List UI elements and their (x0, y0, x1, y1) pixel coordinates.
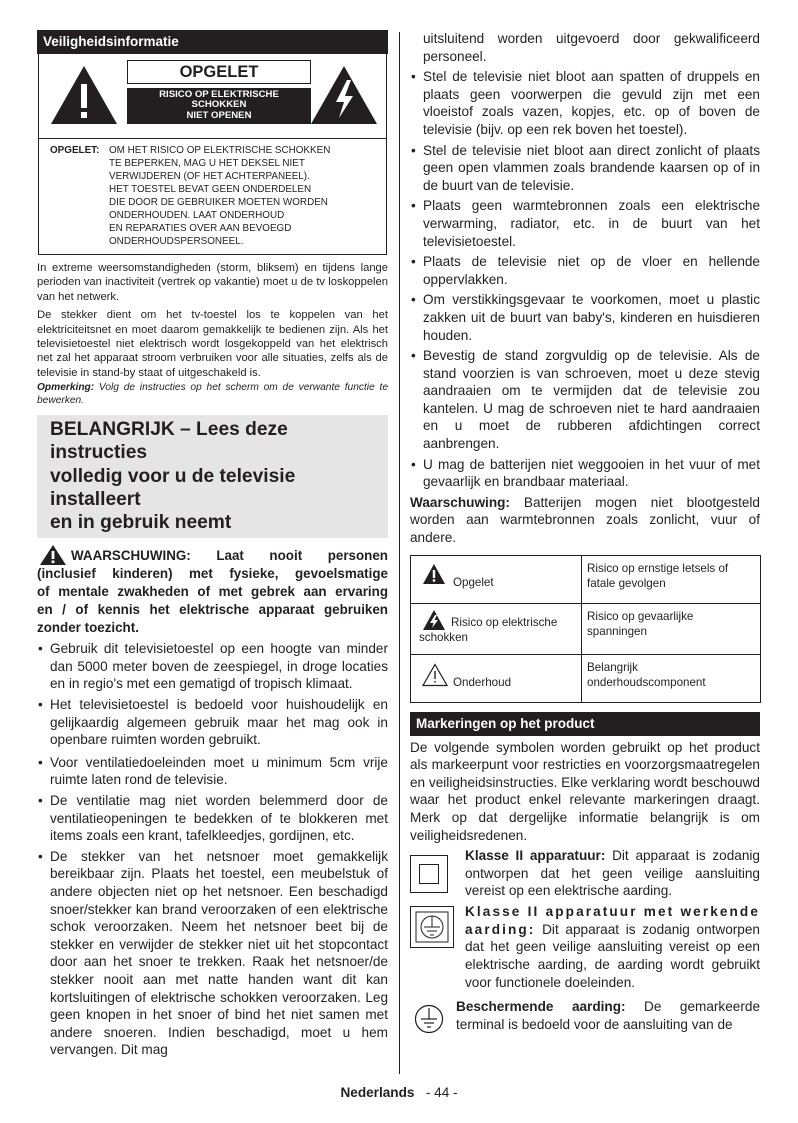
page-number: - 44 - (425, 1085, 458, 1100)
list-item: • De stekker van het netsnoer moet gemakkelijk bereikbaar zijn. Plaats het toestel, een meubelstuk of andere objecten niet op het netsnoer. Een beschadigd snoer/stekker kan brand veroorzaken of een elektrische schok veroorzaken. Neem het netsnoer beet bij de stekker en verwijder de stekker niet uit het stopcontact door aan het snoer te trekken. Raak het netsnoer/de stekker nooit aan met natte handen want dit kan kortsluitingen of elektrische schokken veroorzaken. Leg geen knopen in het snoer of bind het niet samen met andere snoeren. Indien beschadigd, moet u hem vervangen. Dit mag (38, 848, 388, 1058)
class2-functional-earth-entry: Klasse II apparatuur met werkende aarding: Dit apparaat is zodanig ontworpen dat het geen veilige aansluiting vereist op een elektrische aarding, de aarding wordt gebruikt voor functionele doeleinden. (410, 903, 760, 991)
warning-paragraph: WAARSCHUWING: Laat nooit personen (inclusief kinderen) met fysieke, gevoelsmatige of mentale zwakheden of met gebrek aan ervaring en / of kennis het elektrische apparaat gebruiken zonder toezicht. (37, 547, 388, 637)
safety-info-header: Veiligheidsinformatie (37, 30, 388, 54)
caution-icon (422, 563, 446, 585)
page-footer (0, 1085, 798, 1100)
note-paragraph: Opmerking: Volg de instructies op het scherm om de verwante functie te bewerken. (37, 382, 388, 407)
continuation-text: uitsluitend worden uitgevoerd door gekwalificeerd personeel. (423, 31, 760, 64)
table-row: Risico op elektrische schokken Risico op gevaarlijke spanningen (411, 603, 761, 654)
list-item: • Gebruik dit televisietoestel op een hoogte van minder dan 5000 meter boven de zeespiegel, in droge locaties en in regio's met een gematigd of tropisch klimaat. (38, 641, 388, 692)
column-divider (399, 32, 400, 1074)
functional-earth-icon (410, 906, 454, 948)
protective-earth-icon (414, 1004, 444, 1034)
plug-paragraph: De stekker dient om het tv-toestel los te koppelen van het elektriciteitsnet en moet daarom gemakkelijk te bedienen zijn. Als het televisietoestel niet elektrisch wordt losgekoppeld van het elektrisch net zal het apparaat stroom verbruiken voor alle situaties, zelfs als de televisie in stand-by staat of uitgeschakeld is. (37, 309, 388, 379)
maintenance-icon (422, 663, 448, 687)
storm-paragraph: In extreme weersomstandigheden (storm, bliksem) en tijdens lange perioden van inactiviteit (vertrek op vakantie) moet u de tv loskoppelen van het netwerk. (37, 262, 388, 303)
left-column (37, 30, 388, 1059)
symbol-table (410, 555, 761, 703)
list-item: • Bevestig de stand zorgvuldig op de televisie. Als de stand voorzien is van schroeven, moet u deze stevig aandraaien om te vermijden dat de televisie zou kantelen. U mag de schroeven niet te hard aandraaien en u moet de rubberen afdichtingen correct aanbrengen. (411, 348, 760, 452)
protective-earth-entry: Beschermende aarding: De gemarkeerde terminal is bedoeld voor de aansluiting van de (410, 998, 760, 1033)
important-heading: BELANGRIJK – Lees deze instructies volledig voor u de televisie installeert en in gebruik neemt (37, 415, 388, 538)
footer-language: Nederlands (340, 1085, 415, 1100)
left-bullet-list (37, 640, 388, 1059)
shock-risk-bar: RISICO OP ELEKTRISCHE SCHOKKEN NIET OPENEN (127, 88, 311, 124)
exclamation-triangle-icon (49, 64, 119, 126)
list-item: • Plaats geen warmtebronnen zoals een elektrische verwarming, radiator, etc. in de buurt van het televisietoestel. (411, 198, 760, 249)
list-item: • Stel de televisie niet bloot aan spatten of druppels en plaats geen voorwerpen die gevuld zijn met een vloeistof zoals vazen, kopjes, etc. op of boven de televisie (bijv. op een rek boven het toestel). (411, 69, 760, 137)
list-item: • Voor ventilatiedoeleinden moet u minimum 5cm vrije ruimte laten rond de televisie. (38, 754, 388, 788)
warning-triangle-icon (39, 544, 67, 566)
list-item: • De ventilatie mag niet worden belemmerd door de ventilatieopeningen te bedekken of te blokkeren met items zoals een krant, tafelkleedjes, gordijnen, etc. (38, 793, 388, 844)
class2-icon (410, 855, 448, 893)
class2-entry: Klasse II apparatuur: Dit apparaat is zodanig ontworpen dat het geen veilige aansluiting vereist op een elektrische aarding. (410, 847, 760, 901)
table-row: Onderhoud Belangrijk onderhoudscomponent (411, 654, 761, 702)
list-item: • Om verstikkingsgevaar te voorkomen, moet u plastic zakken uit de buurt van baby's, kinderen en huisdieren houden. (411, 292, 760, 343)
markings-header: Markeringen op het product (410, 712, 760, 736)
caution-text: OPGELET: OM HET RISICO OP ELEKTRISCHE SCHOKKEN TE BEPERKEN, MAG U HET DEKSEL NIET VERWIJDEREN (OF HET ACHTERPANEEL). HET TOESTEL BEVAT GEEN ONDERDELEN DIE DOOR DE GEBRUIKER MOETEN WORDEN ONDERHOUDEN. LAAT ONDERHOUD EN REPARATIES OVER AAN BEVOEGD ONDERHOUDSPERSONEEL. (50, 145, 331, 247)
battery-warning: Waarschuwing: Batterijen mogen niet blootgesteld worden aan warmtebronnen zoals zonlicht, vuur of andere. (410, 494, 760, 546)
lightning-triangle-icon (309, 64, 379, 126)
list-item: • Stel de televisie niet bloot aan direct zonlicht of plaats geen open vlammen zoals brandende kaarsen op of in de buurt van de televisie. (411, 142, 760, 193)
list-item: • Het televisietoestel is bedoeld voor huishoudelijk en gelijkaardig algemeen gebruik maar het mag ook in openbare ruimten worden gebruikt. (38, 697, 388, 748)
right-column (410, 30, 760, 1033)
table-row: Opgelet Risico op ernstige letsels of fatale gevolgen (411, 555, 761, 603)
right-bullet-list (410, 68, 760, 491)
caution-divider (39, 138, 386, 139)
list-item: • Plaats de televisie niet op de vloer en hellende oppervlakken. (411, 254, 760, 287)
caution-box (38, 54, 387, 255)
caution-title: OPGELET (127, 60, 311, 84)
markings-intro: De volgende symbolen worden gebruikt op het product als markeerpunt voor restricties en voorzorgsmaatregelen en veiligheidsinstructies. Elke verklaring wordt beschouwd waar het product enkel relevante markeringen draagt. Merk op dat dergelijke informatie belangrijk is om veiligheidsredenen. (410, 739, 760, 843)
list-item: • U mag de batterijen niet weggooien in het vuur of met gevaarlijk en brandbaar materiaal. (411, 456, 760, 490)
